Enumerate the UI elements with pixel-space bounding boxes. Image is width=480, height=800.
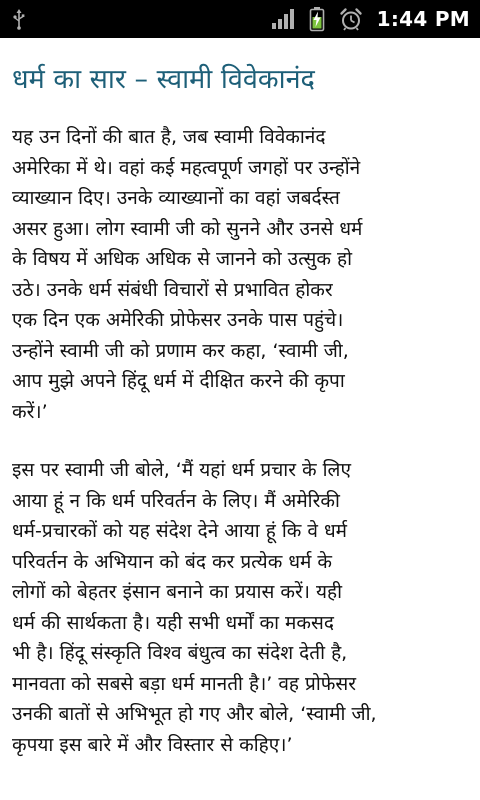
paragraph-line: लोगों को बेहतर इंसान बनाने का प्रयास करें। यही	[12, 581, 342, 603]
paragraph-line: असर हुआ। लोग स्वामी जी को सुनने और उनसे धर्म	[12, 217, 363, 240]
paragraph-line: परिवर्तन के अभियान को बंद कर प्रत्येक धर्म के	[12, 550, 332, 573]
paragraph-line: धर्म की सार्थकता है। यही सभी धर्मों का मकसद	[12, 611, 334, 634]
status-notifications	[12, 8, 271, 30]
article-paragraph	[12, 122, 470, 427]
paragraph-line: मानवता को सबसे बड़ा धर्म मानती है।’ वह प्रोफेसर	[12, 672, 357, 695]
usb-icon	[12, 8, 26, 30]
alarm-clock-icon	[339, 7, 363, 31]
paragraph-line: कृपया इस बारे में और विस्तार से कहिए।’	[12, 733, 293, 756]
status-clock: 1:44 PM	[376, 7, 470, 31]
status-bar	[0, 0, 480, 38]
article-title: धर्म का सार – स्वामी विवेकानंद	[12, 64, 315, 95]
paragraph-line: उनकी बातों से अभिभूत हो गए और बोले, ‘स्वामी जी,	[12, 703, 377, 725]
paragraph-line: इस पर स्वामी जी बोले, ‘मैं यहां धर्म प्रचार के लिए	[12, 459, 351, 481]
paragraph-line: उठे। उनके धर्म संबंधी विचारों से प्रभावित होकर	[12, 278, 333, 301]
paragraph-line: एक दिन एक अमेरिकी प्रोफेसर उनके पास पहुंचे।	[12, 309, 344, 331]
article-view[interactable]	[0, 38, 480, 800]
signal-bars-icon	[271, 8, 295, 30]
article-paragraph	[12, 455, 470, 760]
paragraph-line: भी है। हिंदू संस्कृति विश्व बंधुत्व का संदेश देती है,	[12, 642, 348, 664]
battery-charging-icon	[309, 6, 325, 32]
paragraph-line: आप मुझे अपने हिंदू धर्म में दीक्षित करने की कृपा	[12, 370, 345, 392]
status-system-tray	[271, 6, 470, 32]
paragraph-line: आया हूं न कि धर्म परिवर्तन के लिए। मैं अमेरिकी	[12, 489, 340, 512]
paragraph-line: व्याख्यान दिए। उनके व्याख्यानों का वहां जबर्दस्त	[12, 187, 340, 209]
paragraph-line: के विषय में अधिक अधिक से जानने को उत्सुक हो	[12, 248, 352, 270]
paragraph-line: अमेरिका में थे। वहां कई महत्वपूर्ण जगहों पर उन्होंने	[12, 156, 361, 179]
paragraph-line: धर्म-प्रचारकों को यह संदेश देने आया हूं कि वे धर्म	[12, 520, 348, 542]
paragraph-line: करें।’	[12, 400, 48, 423]
paragraph-line: यह उन दिनों की बात है, जब स्वामी विवेकानंद	[12, 126, 326, 148]
paragraph-line: उन्होंने स्वामी जी को प्रणाम कर कहा, ‘स्वामी जी,	[12, 339, 349, 362]
